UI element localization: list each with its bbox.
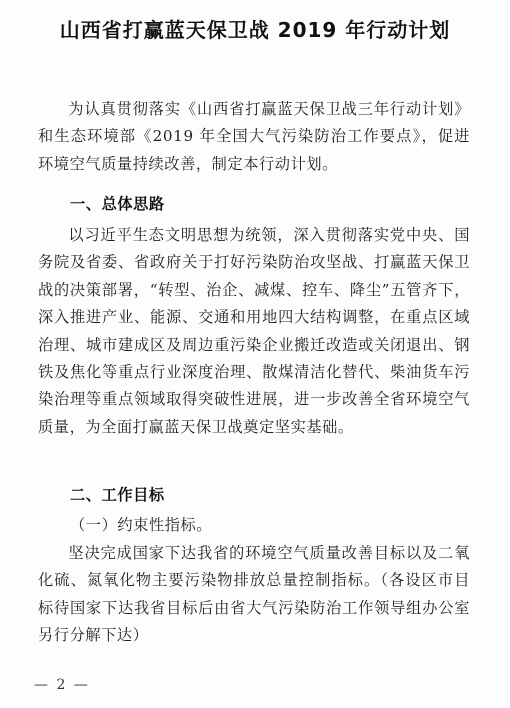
section-2-paragraph: 坚决完成国家下达我省的环境空气质量改善目标以及二氧化硫、氮氧化物主要污染物排放总量控制指标。（各设区市目标待国家下达我省目标后由省大气污染防治工作领导组办公室另行分解下达） [38, 544, 470, 645]
intro-paragraph: 为认真贯彻落实《山西省打赢蓝天保卫战三年行动计划》和生态环境部《2019 年全国大气污染防治工作要点》，促进环境空气质量持续改善，制定本行动计划。 [38, 100, 470, 173]
section-2-subheading: （一）约束性指标。 [70, 516, 213, 534]
section-1-heading: 一、总体思路 [70, 195, 165, 213]
page-number: — 2 — [34, 677, 90, 693]
section-2-heading: 二、工作目标 [70, 486, 165, 504]
document-title: 山西省打赢蓝天保卫战 2019 年行动计划 [59, 18, 451, 42]
section-1-paragraph: 以习近平生态文明思想为统领，深入贯彻落实党中央、国务院及省委、省政府关于打好污染防治攻坚战、打赢蓝天保卫战的决策部署，“转型、治企、减煤、控车、降尘”五管齐下，深入推进产业、能源、交通和用地四大结构调整，在重点区域治理、城市建成区及周边重污染企业搬迁改造或关闭退出、钢铁及焦化等重点行业深度治理、散煤清洁化替代、柴油货车污染治理等重点领域取得突破性进展，进一步改善全省环境空气质量，为全面打赢蓝天保卫战奠定坚实基础。 [38, 226, 470, 436]
